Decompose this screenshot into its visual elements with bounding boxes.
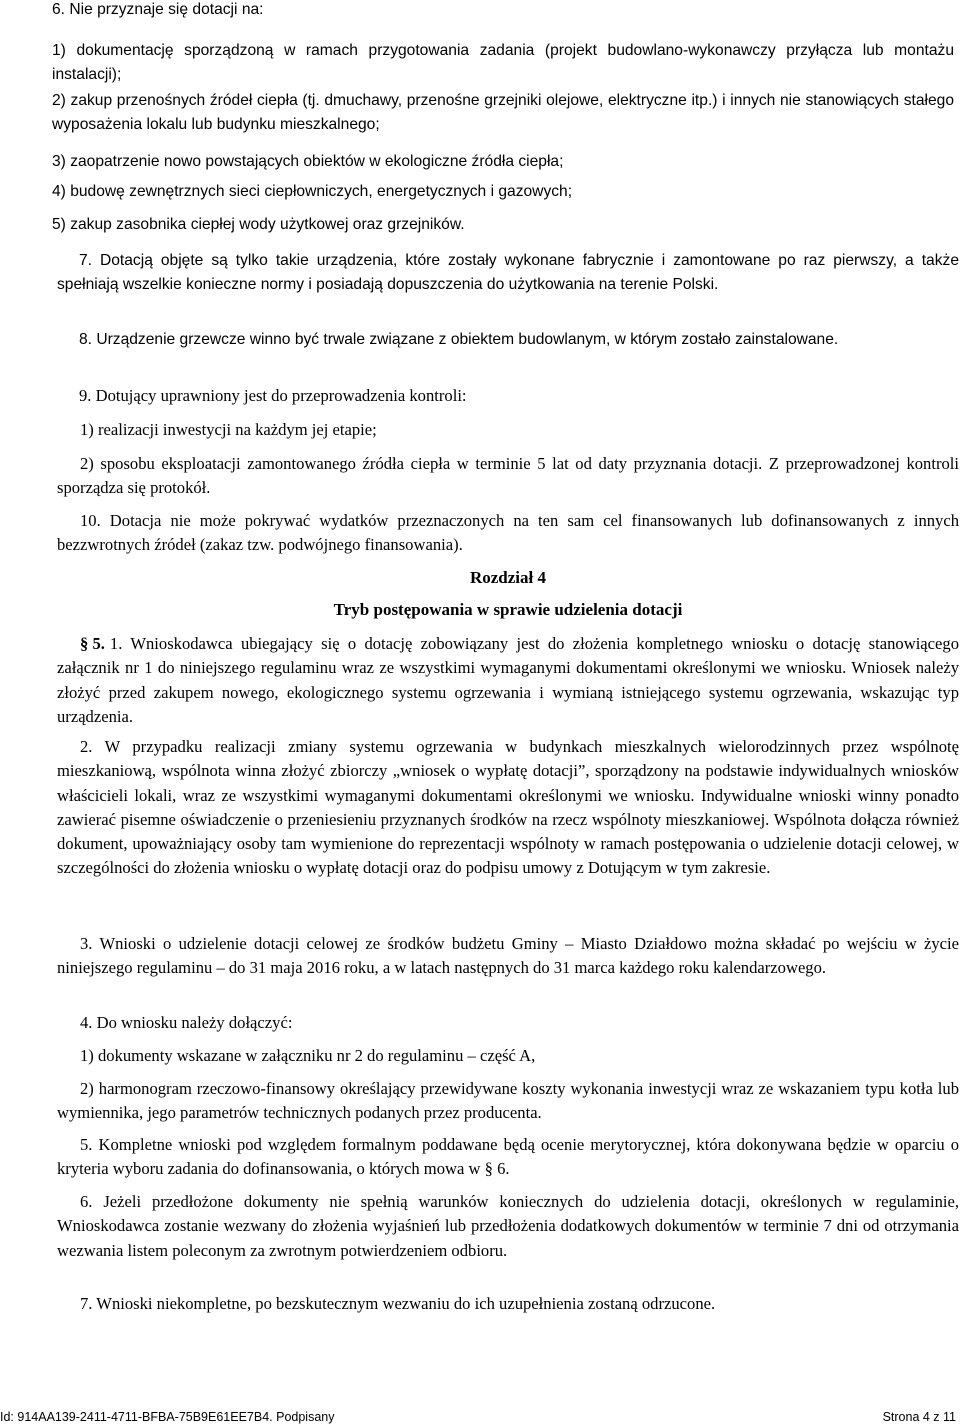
list-item-6-4: 4) budowę zewnętrznych sieci ciepłowniczych, energetycznych i gazowych;: [52, 183, 573, 200]
list-item-4-1: 1) dokumenty wskazane w załączniku nr 2 do regulaminu – część A,: [80, 1046, 536, 1065]
section-5-paragraph-6: 6. Jeżeli przedłożone dokumenty nie spełnią warunków koniecznych do udzielenia dotacji, określonych w regulaminie, Wnioskodawca zostanie wezwany do złożenia wyjaśnień lub przedłożenia dodatkowych dokumentów w terminie 7 dni od otrzymania wezwania listem poleconym za zwrotnym potwierdzeniem odbioru.: [57, 1192, 959, 1260]
page-number-footer: Strona 4 z 11: [882, 1410, 956, 1424]
list-item-9-2: 2) sposobu eksploatacji zamontowanego źródła ciepła w terminie 5 lat od daty przyznania dotacji. Z przeprowadzonej kontroli sporządza się protokół.: [57, 454, 959, 498]
section-5-paragraph-7: 7. Wnioski niekompletne, po bezskutecznym wezwaniu do ich uzupełnienia zostaną odrzucone.: [80, 1294, 716, 1313]
section-5-paragraph-3: 3. Wnioski o udzielenie dotacji celowej ze środków budżetu Gminy – Miasto Działdowo można składać po wejściu w życie niniejszego regulaminu – do 31 maja 2016 roku, a w latach następnych do 31 marca każdego roku kalendarzowego.: [57, 934, 959, 978]
list-item-6-1: 1) dokumentację sporządzoną w ramach przygotowania zadania (projekt budowlano-wykonawczy przyłącza lub montażu instalacji);: [52, 42, 954, 84]
list-item-6-5: 5) zakup zasobnika ciepłej wody użytkowej oraz grzejników.: [52, 216, 465, 233]
list-item-6-3: 3) zaopatrzenie nowo powstających obiektów w ekologiczne źródła ciepła;: [52, 153, 564, 170]
paragraph-6: 6. Nie przyznaje się dotacji na:: [52, 1, 264, 18]
section-number: § 5.: [80, 634, 105, 653]
chapter-title: Rozdział 4: [469, 568, 547, 587]
paragraph-7: 7. Dotacją objęte są tylko takie urządzenia, które zostały wykonane fabrycznie i zamontowane po raz pierwszy, a także spełniają wszelkie konieczne normy i posiadają dopuszczenia do użytkowania na terenie Polski.: [57, 252, 959, 294]
document-id-footer: Id: 914AA139-2411-4711-BFBA-75B9E61EE7B4. Podpisany: [0, 1410, 335, 1424]
paragraph-10: 10. Dotacja nie może pokrywać wydatków przeznaczonych na ten sam cel finansowanych lub dofinansowanych z innych bezzwrotnych źródeł (zakaz tzw. podwójnego finansowania).: [57, 511, 959, 555]
chapter-subtitle: Tryb postępowania w sprawie udzielenia dotacji: [333, 600, 683, 619]
section-5-paragraph-2: 2. W przypadku realizacji zmiany systemu ogrzewania w budynkach mieszkalnych wielorodzinnych przez wspólnotę mieszkaniową, wspólnota winna złożyć zbiorczy „wniosek o wypłatę dotacji”, sporządzony na podstawie indywidualnych wniosków właścicieli lokali, wraz ze wszystkimi wymaganymi dokumentami określonymi we wniosku. Indywidualne wnioski winny ponadto zawierać pisemne oświadczenie o przeniesieniu przyznanych środków na rzecz wspólnoty mieszkaniowej. Wspólnota dołącza również dokument, upoważniający osoby tam wymienione do reprezentacji wspólnoty w ramach postępowania o udzielenie dotacji celowej, w szczególności do złożenia wniosku o wypłatę dotacji oraz do podpisu umowy z Dotującym w tym zakresie.: [57, 737, 959, 878]
list-item-9-1: 1) realizacji inwestycji na każdym jej etapie;: [80, 420, 377, 439]
paragraph-8: 8. Urządzenie grzewcze winno być trwale związane z obiektem budowlanym, w którym zostało zainstalowane.: [79, 331, 839, 348]
section-5-paragraph-4: 4. Do wniosku należy dołączyć:: [80, 1013, 293, 1032]
paragraph-9: 9. Dotujący uprawniony jest do przeprowadzenia kontroli:: [79, 386, 467, 405]
section-5-text-1: 1. Wnioskodawca ubiegający się o dotację zobowiązany jest do złożenia kompletnego wniosku o dotację stanowiącego załącznik nr 1 do niniejszego regulaminu wraz ze wszystkimi wymaganymi dokumentami określonymi we wniosku. Wniosek należy złożyć przed zakupem nowego, ekologicznego systemu ogrzewania i wymianą istniejącego systemu ogrzewania, wskazując typ urządzenia.: [57, 634, 959, 726]
section-5-paragraph-1: [57, 632, 959, 729]
section-5-paragraph-5: 5. Kompletne wnioski pod względem formalnym poddawane będą ocenie merytorycznej, która dokonywana będzie w oparciu o kryteria wyboru zadania do dofinansowania, o których mowa w § 6.: [57, 1135, 959, 1179]
list-item-6-2: 2) zakup przenośnych źródeł ciepła (tj. dmuchawy, przenośne grzejniki olejowe, elektryczne itp.) i innych nie stanowiących stałego wyposażenia lokalu lub budynku mieszkalnego;: [52, 92, 954, 134]
list-item-4-2: 2) harmonogram rzeczowo-finansowy określający przewidywane koszty wykonania inwestycji wraz ze wskazaniem typu kotła lub wymiennika, jego parametrów technicznych podanych przez producenta.: [57, 1079, 959, 1123]
